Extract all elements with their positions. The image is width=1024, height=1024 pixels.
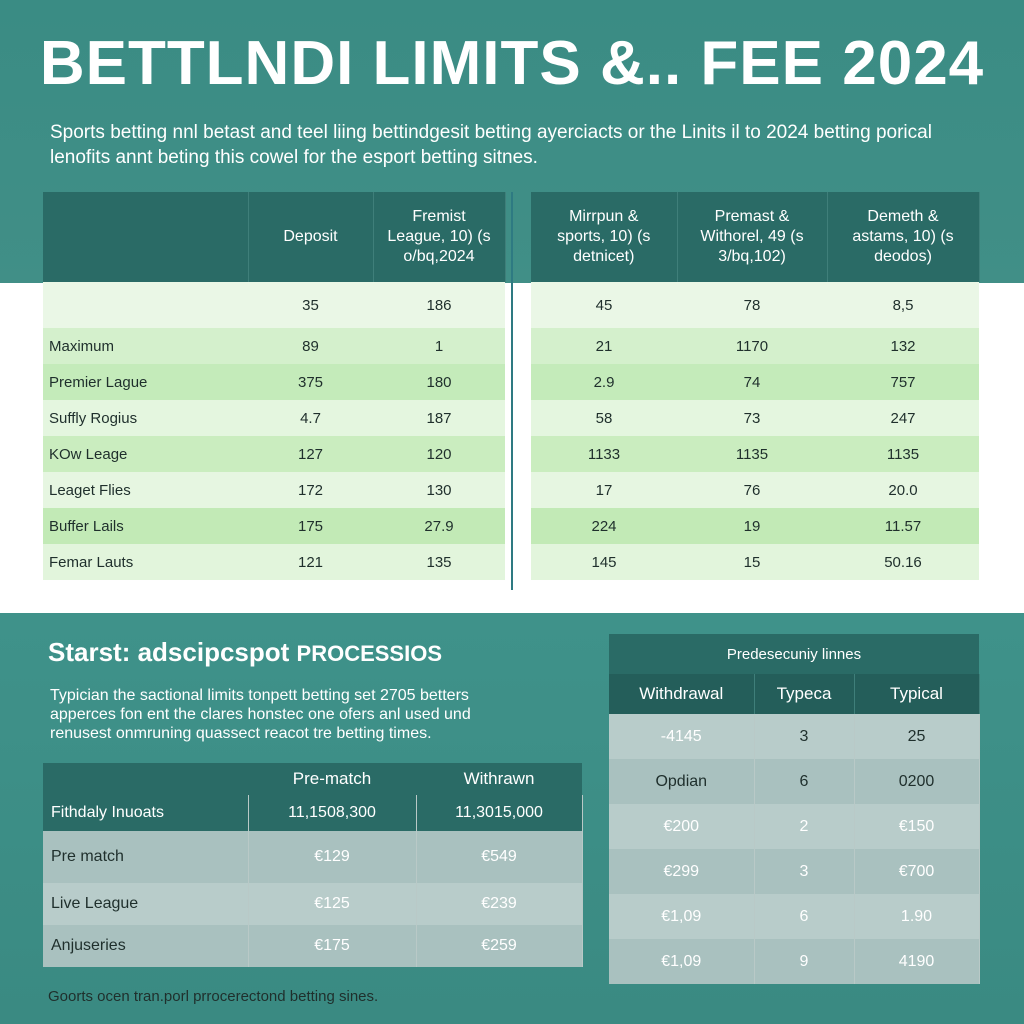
table-cell: 58 <box>531 400 677 436</box>
table-caption-row <box>609 634 979 674</box>
table-row <box>43 508 505 544</box>
header-cell: Typeca <box>754 674 854 714</box>
header-cell: Premast & Withorel, 49 (s 3/bq,102) <box>677 192 827 282</box>
header-cell: Demeth & astams, 10) (s deodos) <box>827 192 979 282</box>
table-row <box>609 849 979 894</box>
row-label: Suffly Rogius <box>43 400 248 436</box>
section-title-main: Starst: adscipcspot <box>48 637 297 667</box>
table-header-row <box>43 192 505 282</box>
table-cell: 1135 <box>827 436 979 472</box>
table-cell: 375 <box>248 364 373 400</box>
table-cell: 3 <box>754 849 854 894</box>
table-cell: 73 <box>677 400 827 436</box>
table-cell: 1170 <box>677 328 827 364</box>
table-cell: 15 <box>677 544 827 580</box>
table-cell: 127 <box>248 436 373 472</box>
table-cell: €299 <box>609 849 754 894</box>
row-label: Femar Lauts <box>43 544 248 580</box>
row-label: KOw Leage <box>43 436 248 472</box>
table-cell: 4190 <box>854 939 979 984</box>
row-label: Fithdaly Inuoats <box>43 795 248 831</box>
table-row <box>609 759 979 804</box>
header-cell: Typical <box>854 674 979 714</box>
table-cell: €129 <box>248 831 416 883</box>
table-cell: 35 <box>248 282 373 328</box>
table-cell: €150 <box>854 804 979 849</box>
header-cell: Fremist League, 10) (s o/bq,2024 <box>373 192 505 282</box>
table-row <box>531 508 979 544</box>
table-cell: €175 <box>248 925 416 967</box>
page-title: BETTLNDI LIMITS &.. FEE 2024 <box>39 29 985 98</box>
table-divider <box>511 192 513 590</box>
table-cell: €549 <box>416 831 582 883</box>
header-cell: Deposit <box>248 192 373 282</box>
table-cell: 121 <box>248 544 373 580</box>
table-cell: 120 <box>373 436 505 472</box>
table-cell: 17 <box>531 472 677 508</box>
row-label: Anjuseries <box>43 925 248 967</box>
table-cell: 145 <box>531 544 677 580</box>
section-title <box>48 637 442 668</box>
table-row <box>609 939 979 984</box>
table-row <box>43 883 582 925</box>
table-cell: €259 <box>416 925 582 967</box>
table-cell: 1135 <box>677 436 827 472</box>
table-cell: 11,1508,300 <box>248 795 416 831</box>
table-cell: 1133 <box>531 436 677 472</box>
table-cell: 89 <box>248 328 373 364</box>
table-cell: 76 <box>677 472 827 508</box>
header-cell: Mirrpun & sports, 10) (s detnicet) <box>531 192 677 282</box>
table-row <box>531 364 979 400</box>
table-cell: 6 <box>754 894 854 939</box>
table-row <box>43 436 505 472</box>
table-cell: €1,09 <box>609 939 754 984</box>
table-row <box>43 831 582 883</box>
processing-table <box>43 763 583 967</box>
table-cell: €1,09 <box>609 894 754 939</box>
table-cell: 1.90 <box>854 894 979 939</box>
table-cell: 9 <box>754 939 854 984</box>
table-cell: 175 <box>248 508 373 544</box>
table-row <box>43 328 505 364</box>
row-label: Pre match <box>43 831 248 883</box>
limits-table-right <box>531 192 980 580</box>
table-cell: 50.16 <box>827 544 979 580</box>
table-cell: 4.7 <box>248 400 373 436</box>
table-row <box>531 328 979 364</box>
table-cell: 25 <box>854 714 979 759</box>
table-row <box>43 400 505 436</box>
table-cell: 130 <box>373 472 505 508</box>
table-cell: 45 <box>531 282 677 328</box>
table-row <box>609 894 979 939</box>
table-cell: 11,3015,000 <box>416 795 582 831</box>
table-row <box>43 795 582 831</box>
table-row <box>531 282 979 328</box>
row-label: Live League <box>43 883 248 925</box>
section-text: Typician the sactional limits tonpett betting set 2705 betters apperces fon ent the clares honstec one ofers anl used und renusest onmruning quassect reacot tre betting times. <box>50 687 471 742</box>
table-header-row <box>43 763 582 795</box>
table-header-row <box>609 674 979 714</box>
table-row <box>43 544 505 580</box>
table-cell: -4145 <box>609 714 754 759</box>
table-cell: 187 <box>373 400 505 436</box>
table-header-row <box>531 192 979 282</box>
table-row <box>609 804 979 849</box>
table-cell: 180 <box>373 364 505 400</box>
table-cell: 186 <box>373 282 505 328</box>
header-cell: Withdrawal <box>609 674 754 714</box>
table-cell: 20.0 <box>827 472 979 508</box>
row-label: Maximum <box>43 328 248 364</box>
table-cell: 3 <box>754 714 854 759</box>
row-label: Leaget Flies <box>43 472 248 508</box>
table-cell: 135 <box>373 544 505 580</box>
table-cell: €200 <box>609 804 754 849</box>
table-cell: 757 <box>827 364 979 400</box>
header-cell <box>43 763 248 795</box>
table-cell: 2 <box>754 804 854 849</box>
table-row <box>531 544 979 580</box>
table-cell: 11.57 <box>827 508 979 544</box>
table-row <box>531 472 979 508</box>
table-cell: 224 <box>531 508 677 544</box>
table-cell: 0200 <box>854 759 979 804</box>
row-label: Premier Lague <box>43 364 248 400</box>
table-row <box>531 436 979 472</box>
table-cell: 2.9 <box>531 364 677 400</box>
table-cell: 8,5 <box>827 282 979 328</box>
table-cell: 1 <box>373 328 505 364</box>
intro-text: Sports betting nnl betast and teel liing bettindgesit betting ayerciacts or the Linits il to 2024 betting porical lenofits annt beting this cowel for the esport betting sitnes. <box>50 122 932 168</box>
table-cell: 247 <box>827 400 979 436</box>
table-row <box>43 364 505 400</box>
table-cell: €239 <box>416 883 582 925</box>
limits-table-left <box>43 192 506 580</box>
table-row <box>531 400 979 436</box>
table-row <box>609 714 979 759</box>
table-row <box>43 925 582 967</box>
table-cell: 74 <box>677 364 827 400</box>
table-cell: €125 <box>248 883 416 925</box>
footer-text: Goorts ocen tran.porl prrocerectond betting sines. <box>48 988 379 1005</box>
row-label: Buffer Lails <box>43 508 248 544</box>
table-caption: Predesecuniy linnes <box>609 634 979 674</box>
table-row <box>43 472 505 508</box>
table-cell: 78 <box>677 282 827 328</box>
row-label <box>43 282 248 328</box>
withdrawal-table <box>609 634 980 984</box>
section-title-caps: PROCESSIOS <box>296 641 442 666</box>
table-cell: Opdian <box>609 759 754 804</box>
table-cell: 172 <box>248 472 373 508</box>
header-cell <box>43 192 248 282</box>
table-cell: €700 <box>854 849 979 894</box>
table-cell: 6 <box>754 759 854 804</box>
table-cell: 21 <box>531 328 677 364</box>
table-row <box>43 282 505 328</box>
table-cell: 19 <box>677 508 827 544</box>
table-cell: 132 <box>827 328 979 364</box>
table-cell: 27.9 <box>373 508 505 544</box>
header-cell: Pre-match <box>248 763 416 795</box>
header-cell: Withrawn <box>416 763 582 795</box>
